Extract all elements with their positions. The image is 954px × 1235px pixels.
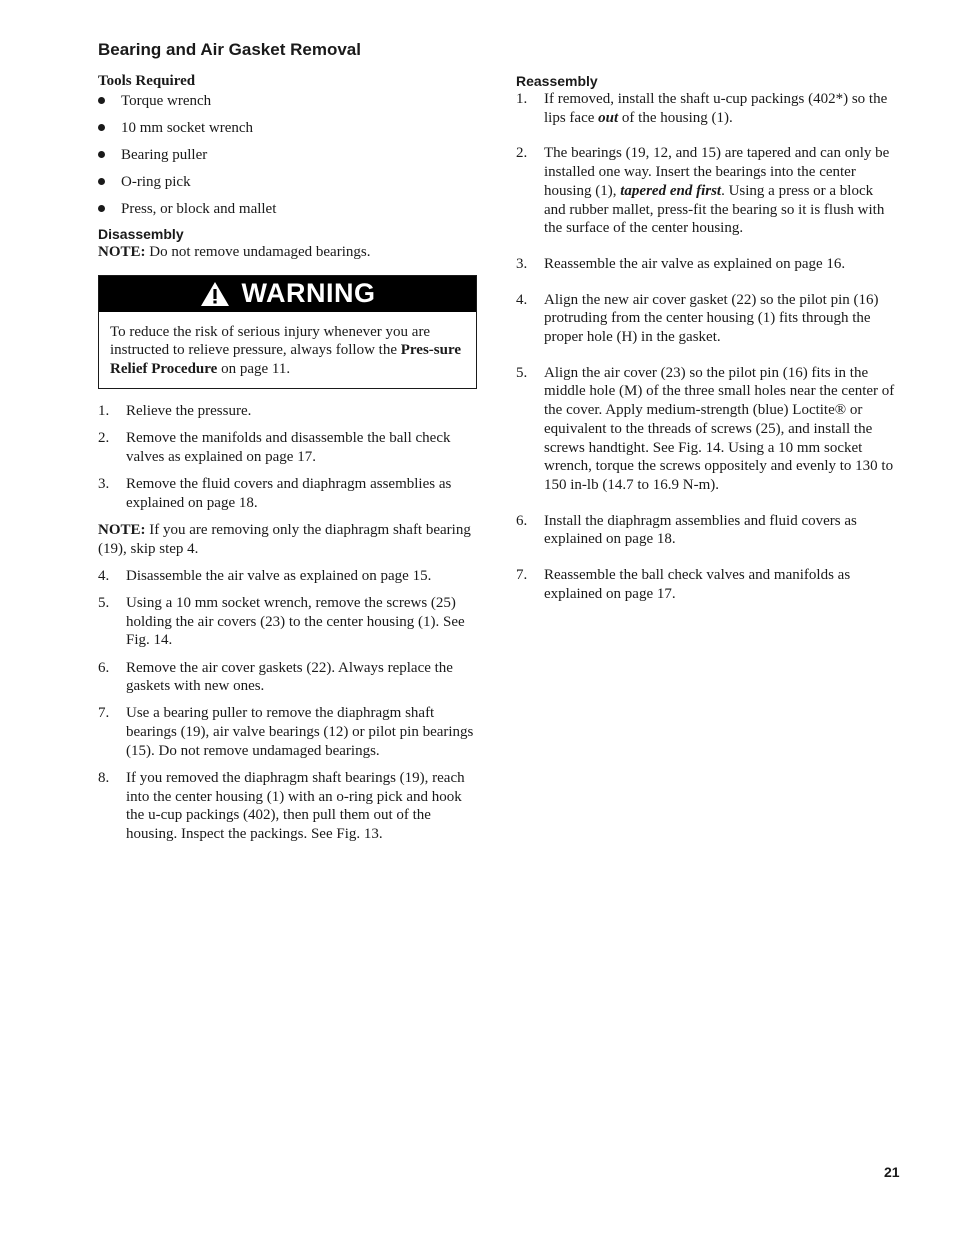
list-item: 3. Reassemble the air valve as explained on page 16.	[516, 255, 846, 272]
bullet-icon	[98, 124, 105, 131]
list-item: 7. Reassemble the ball check valves and manifolds as explained on page 17.	[516, 567, 851, 602]
bullet-icon	[98, 151, 105, 158]
list-item: O-ring pick	[98, 173, 478, 200]
list-item: Bearing puller	[98, 146, 478, 173]
tools-heading: Tools Required	[98, 73, 196, 89]
bullet-icon	[98, 97, 105, 104]
disassembly-heading: Disassembly	[98, 226, 184, 242]
list-item: 6. Install the diaphragm assemblies and fluid covers as explained on page 18.	[516, 512, 857, 548]
list-item: Press, or block and mallet	[98, 200, 478, 221]
bullet-icon	[98, 178, 105, 185]
list-item: 5. Align the air cover (23) so the pilot pin (16) fits in the middle hole (M) of the three small holes near the center of the cover. Apply medium-strength (blue) Loctite® or equivalent to the threads of screws (25), and install the screws handtight. See Fig. 14. Using a 10 mm socket wrench, torque the screws oppositely and evenly to 130 to 150 in-lb (14.7 to 16.9 N-m).	[516, 364, 895, 493]
reassembly-steps	[516, 90, 898, 603]
list-item: 4. Align the new air cover gasket (22) so the pilot pin (16) protruding from the center housing (1) fits through the proper hole (H) in the gasket.	[516, 291, 879, 346]
page-number: 21	[884, 1164, 900, 1180]
reassembly-heading: Reassembly	[516, 73, 598, 89]
list-item: 5. Using a 10 mm socket wrench, remove the screws (25) holding the air covers (23) to the center housing (1). See Fig. 14.	[98, 594, 465, 649]
list-item: 4. Disassemble the air valve as explained on page 15.	[98, 567, 432, 584]
list-item: 1. If removed, install the shaft u-cup packings (402*) so the lips face out of the housing (1).	[516, 91, 888, 126]
list-item: Torque wrench	[98, 92, 478, 119]
note-skip-step: NOTE: If you are removing only the diaphragm shaft bearing (19), skip step 4.	[98, 521, 471, 557]
tools-list	[98, 92, 478, 221]
warning-text: To reduce the risk of serious injury whenever you are instructed to relieve pressure, always follow the Pres-sure Relief Procedure on page 11.	[110, 323, 462, 378]
page-title: Bearing and Air Gasket Removal	[98, 40, 361, 59]
list-item: 3. Remove the fluid covers and diaphragm assemblies as explained on page 18.	[98, 475, 452, 511]
disassembly-steps-b	[98, 567, 478, 844]
warning-header	[99, 276, 476, 312]
warning-triangle-icon	[200, 281, 230, 307]
list-item: 2. Remove the manifolds and disassemble the ball check valves as explained on page 17.	[98, 430, 451, 465]
list-item: 7. Use a bearing puller to remove the diaphragm shaft bearings (19), air valve bearings (12) or pilot pin bearings (15). Do not remove undamaged bearings.	[98, 705, 474, 759]
left-column	[98, 72, 478, 852]
list-item: 10 mm socket wrench	[98, 119, 478, 146]
warning-box	[98, 275, 477, 389]
warning-title: WARNING	[241, 278, 376, 309]
note-undamaged: NOTE: Do not remove undamaged bearings.	[98, 244, 371, 260]
disassembly-steps-a	[98, 402, 478, 513]
list-item: 6. Remove the air cover gaskets (22). Always replace the gaskets with new ones.	[98, 659, 453, 695]
list-item: 2. The bearings (19, 12, and 15) are tapered and can only be installed one way. Insert the bearings into the center housing (1), tapered end first. Using a press or a block and rubber mallet, press-fit the bearing so it is flush with the surface of the center housing.	[516, 145, 890, 237]
right-column	[516, 72, 898, 620]
list-item: 1. Relieve the pressure.	[98, 402, 252, 419]
list-item: 8. If you removed the diaphragm shaft bearings (19), reach into the center housing (1) with an o-ring pick and hook the u-cup packings (402), then pull them out of the housing. Inspect the packings. See Fig. 13.	[98, 770, 465, 843]
bullet-icon	[98, 205, 105, 212]
